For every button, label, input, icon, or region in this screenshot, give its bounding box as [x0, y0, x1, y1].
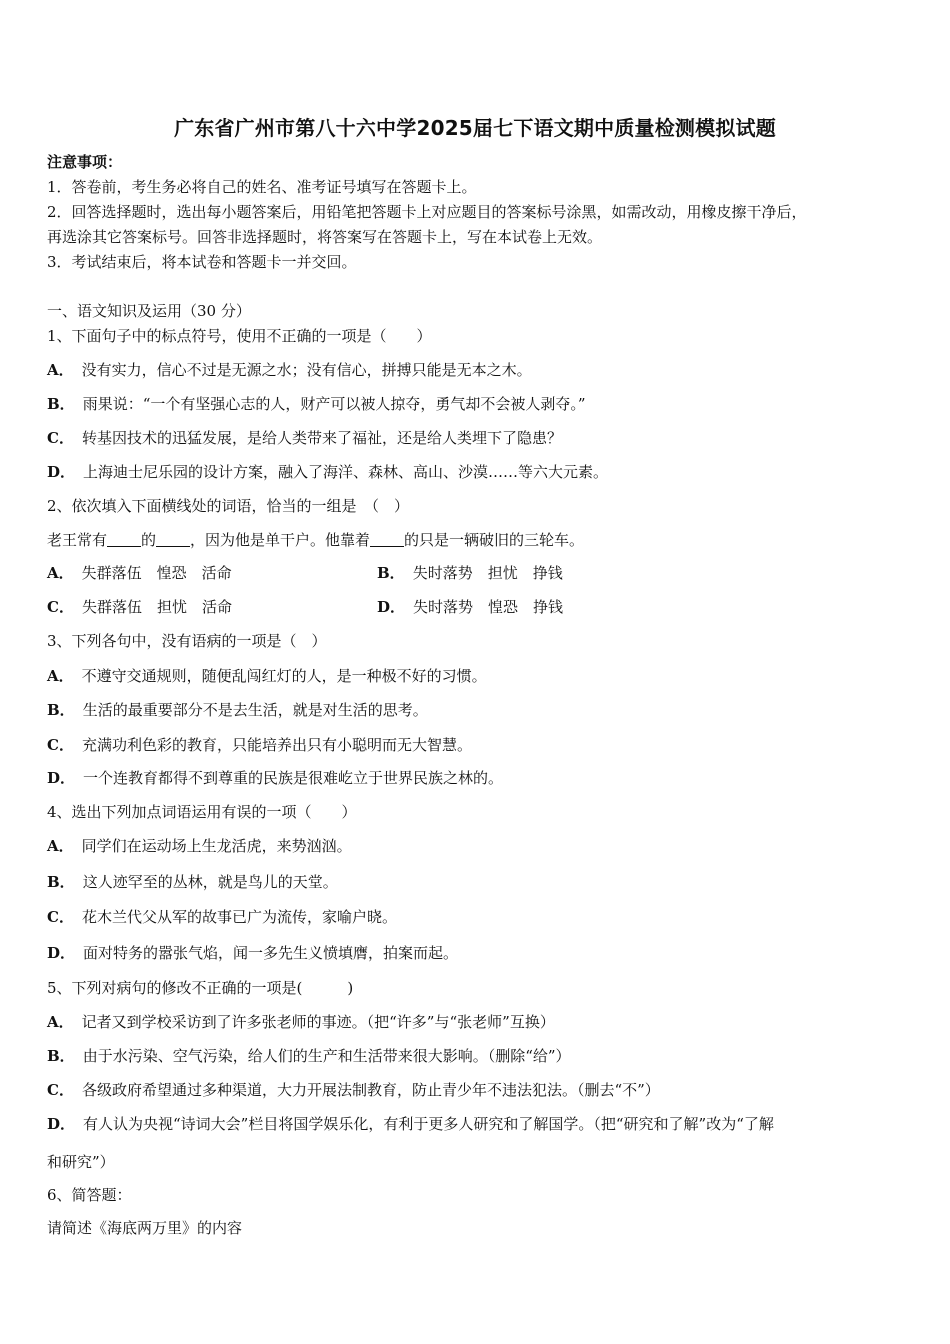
option-label: C． [47, 429, 74, 447]
option-text: 失群落伍 担忧 活命 [81, 598, 232, 616]
option-label: B． [47, 873, 75, 891]
sentence-part: 的 [141, 531, 157, 549]
q3-option-b [47, 700, 428, 720]
option-label: B． [377, 564, 405, 582]
q3-option-a [47, 666, 487, 686]
notice-item-2-cont: 再选涂其它答案标号。回答非选择题时，将答案写在答题卡上，写在本试卷上无效。 [47, 228, 603, 246]
question-1-stem: 1、下面句子中的标点符号，使用不正确的一项是（ ） [47, 327, 432, 345]
option-label: C． [47, 598, 74, 616]
q1-option-b [47, 394, 586, 414]
fill-blank [107, 532, 141, 547]
fill-blank [370, 532, 404, 547]
option-text: 各级政府希望通过多种渠道，大力开展法制教育，防止青少年不违法犯法。（删去“不”） [81, 1081, 660, 1099]
notice-item-1: 1．答卷前，考生务必将自己的姓名、准考证号填写在答题卡上。 [47, 178, 477, 196]
question-5-stem: 5、下列对病句的修改不正确的一项是( ) [47, 979, 354, 997]
option-text: 一个连教育都得不到尊重的民族是很难屹立于世界民族之林的。 [83, 769, 504, 787]
option-label: C． [47, 736, 74, 754]
question-6-prompt: 请简述《海底两万里》的内容 [47, 1219, 243, 1237]
option-label: D． [47, 1115, 76, 1133]
q2-sentence [47, 530, 584, 550]
q4-option-a [47, 836, 352, 856]
option-label: D． [47, 944, 76, 962]
q5-option-d-cont: 和研究”） [47, 1153, 115, 1171]
option-text: 面对特务的嚣张气焰，闻一多先生义愤填膺，拍案而起。 [83, 944, 459, 962]
option-text: 转基因技术的迅猛发展，是给人类带来了福祉，还是给人类埋下了隐患？ [81, 429, 562, 447]
section-heading: 一、语文知识及运用（30 分） [47, 302, 251, 320]
option-text: 有人认为央视“诗词大会”栏目将国学娱乐化，有利于更多人研究和了解国学。（把“研究和了解”改为“了解 [83, 1115, 774, 1133]
notice-item-3: 3．考试结束后，将本试卷和答题卡一并交回。 [47, 253, 357, 271]
option-label: B． [47, 1047, 75, 1065]
option-label: D． [377, 598, 406, 616]
option-label: D． [47, 769, 76, 787]
q4-option-c [47, 907, 397, 927]
notice-heading: 注意事项： [47, 153, 123, 171]
option-text: 上海迪士尼乐园的设计方案，融入了海洋、森林、高山、沙漠……等六大元素。 [83, 463, 609, 481]
option-label: C． [47, 1081, 74, 1099]
option-text: 没有实力，信心不过是无源之水；没有信心，拼搏只能是无本之木。 [81, 361, 532, 379]
option-label: C． [47, 908, 74, 926]
option-text: 失时落势 惶恐 挣钱 [413, 598, 564, 616]
option-text: 这人迹罕至的丛林，就是鸟儿的天堂。 [82, 873, 338, 891]
q2-option-d [377, 597, 563, 617]
q2-options-row-1 [47, 563, 232, 583]
q1-option-a [47, 360, 532, 380]
option-text: 由于水污染、空气污染，给人们的生产和生活带来很大影响。（删除“给”） [82, 1047, 571, 1065]
sentence-part: 老王常有 [47, 531, 108, 549]
option-text: 花木兰代父从军的故事已广为流传，家喻户晓。 [81, 908, 397, 926]
option-text: 同学们在运动场上生龙活虎，来势汹汹。 [81, 837, 352, 855]
option-text: 失群落伍 惶恐 活命 [81, 564, 232, 582]
question-3-stem: 3、下列各句中，没有语病的一项是（ ） [47, 632, 327, 650]
option-label: A． [47, 1013, 74, 1031]
option-text: 记者又到学校采访到了许多张老师的事迹。（把“许多”与“张老师”互换） [81, 1013, 555, 1031]
q5-option-d [47, 1114, 774, 1134]
option-label: D． [47, 463, 76, 481]
option-text: 不遵守交通规则，随便乱闯红灯的人，是一种极不好的习惯。 [81, 667, 487, 685]
notice-item-2: 2．回答选择题时，选出每小题答案后，用铅笔把答题卡上对应题目的答案标号涂黑，如需改动，用橡皮擦干净后， [47, 203, 807, 221]
q2-option-c [47, 597, 232, 617]
q5-option-a [47, 1012, 555, 1032]
option-text: 失时落势 担忧 挣钱 [412, 564, 563, 582]
question-2-stem: 2、依次填入下面横线处的词语，恰当的一组是 （ ） [47, 497, 410, 515]
option-label: B． [47, 701, 75, 719]
option-label: A． [47, 667, 74, 685]
option-label: A． [47, 564, 74, 582]
page-title: 广东省广州市第八十六中学2025届七下语文期中质量检测模拟试题 [174, 116, 776, 140]
option-text: 充满功利色彩的教育，只能培养出只有小聪明而无大智慧。 [81, 736, 472, 754]
q4-option-d [47, 943, 458, 963]
q3-option-c [47, 735, 472, 755]
q2-option-b [377, 563, 563, 583]
option-label: B． [47, 395, 75, 413]
q3-option-d [47, 768, 503, 788]
question-6-stem: 6、简答题： [47, 1186, 132, 1204]
sentence-part: 的只是一辆破旧的三轮车。 [404, 531, 585, 549]
q1-option-d [47, 462, 608, 482]
fill-blank [156, 532, 190, 547]
q5-option-b [47, 1046, 571, 1066]
option-text: 雨果说：“一个有坚强心志的人，财产可以被人掠夺，勇气却不会被人剥夺。” [82, 395, 586, 413]
sentence-part: ，因为他是单干户。他靠着 [190, 531, 371, 549]
option-label: A． [47, 837, 74, 855]
option-label: A． [47, 361, 74, 379]
option-text: 生活的最重要部分不是去生活，就是对生活的思考。 [82, 701, 428, 719]
question-4-stem: 4、选出下列加点词语运用有误的一项（ ） [47, 803, 357, 821]
q4-option-b [47, 872, 338, 892]
q5-option-c [47, 1080, 660, 1100]
q1-option-c [47, 428, 562, 448]
